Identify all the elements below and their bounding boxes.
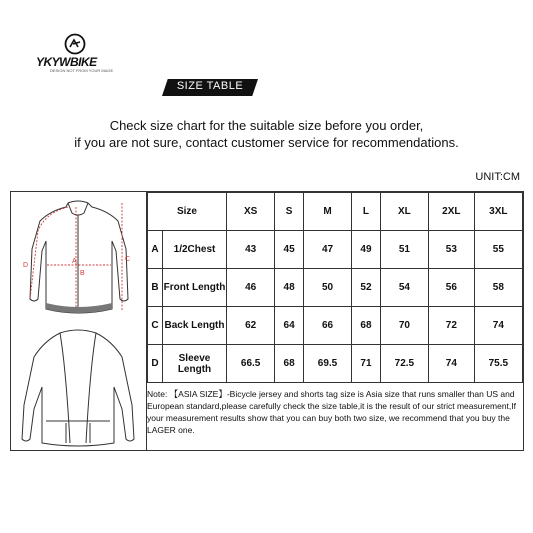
table-cell: 74 [429,345,475,383]
banner-label: SIZE TABLE [176,80,244,92]
table-cell: 66 [303,307,351,345]
row-key: A [148,231,163,269]
notice-line-2: if you are not sure, contact customer service for recommendations. [74,135,459,150]
unit-label: UNIT:CM [475,171,520,183]
size-column-header: XL [380,193,428,231]
row-key: C [148,307,163,345]
measurement-lines [30,203,122,311]
table-cell: 66.5 [227,345,275,383]
table-cell: 43 [227,231,275,269]
measure-label-c: C [125,256,131,263]
bike-logo-icon [64,33,86,55]
size-table-banner [162,79,258,96]
jersey-front [30,201,131,313]
table-cell: 72 [429,307,475,345]
brand-tagline: DESIGN NOT FROM YOUR MAGE [50,68,114,73]
table-cell: 49 [352,231,381,269]
table-row [148,307,523,345]
table-cell: 74 [474,307,522,345]
table-cell: 46 [227,269,275,307]
row-label: Sleeve Length [163,345,227,383]
table-cell: 68 [352,307,381,345]
table-cell: 52 [352,269,381,307]
table-cell: 55 [474,231,522,269]
table-cell: 64 [275,307,304,345]
table-cell: 47 [303,231,351,269]
measure-label-a: A [72,258,77,265]
size-column-header: 3XL [474,193,522,231]
table-row [148,345,523,383]
size-column-header: XS [227,193,275,231]
row-key: D [148,345,163,383]
size-column-header: M [303,193,351,231]
table-cell: 71 [352,345,381,383]
table-cell: 51 [380,231,428,269]
jersey-diagram [10,191,147,451]
table-cell: 72.5 [380,345,428,383]
row-label: Front Length [163,269,227,307]
table-cell: 70 [380,307,428,345]
table-cell: 45 [275,231,304,269]
brand-logo [36,33,126,73]
size-column-header: S [275,193,304,231]
table-cell: 50 [303,269,351,307]
measure-label-d: D [23,262,29,269]
table-cell: 53 [429,231,475,269]
table-cell: 75.5 [474,345,522,383]
row-label: Back Length [163,307,227,345]
measure-label-b: B [80,270,85,277]
size-column-header: L [352,193,381,231]
asia-size-note: Note: 【ASIA SIZE】-Bicycle jersey and shorts tag size is Asia size that runs smaller than US and European standard,please carefully check the size table,it is the result of our strict measurement,If your measurement results show that you can buy both two size, we recommend that you buy the LAGER one. [147,389,516,435]
table-cell: 69.5 [303,345,351,383]
brand-name: YKYWBIKE [36,55,97,69]
row-key: B [148,269,163,307]
size-header-row [148,193,523,231]
size-column-header: 2XL [429,193,475,231]
table-cell: 68 [275,345,304,383]
table-row [148,269,523,307]
table-cell: 58 [474,269,522,307]
table-cell: 48 [275,269,304,307]
table-row [148,231,523,269]
table-cell: 62 [227,307,275,345]
table-cell: 54 [380,269,428,307]
jersey-illustration [10,191,147,451]
size-table [147,192,523,383]
size-header-label: Size [148,193,227,231]
row-label: 1/2Chest [163,231,227,269]
notice-line-1: Check size chart for the suitable size before you order, [109,118,424,133]
table-cell: 56 [429,269,475,307]
jersey-back [22,330,134,446]
